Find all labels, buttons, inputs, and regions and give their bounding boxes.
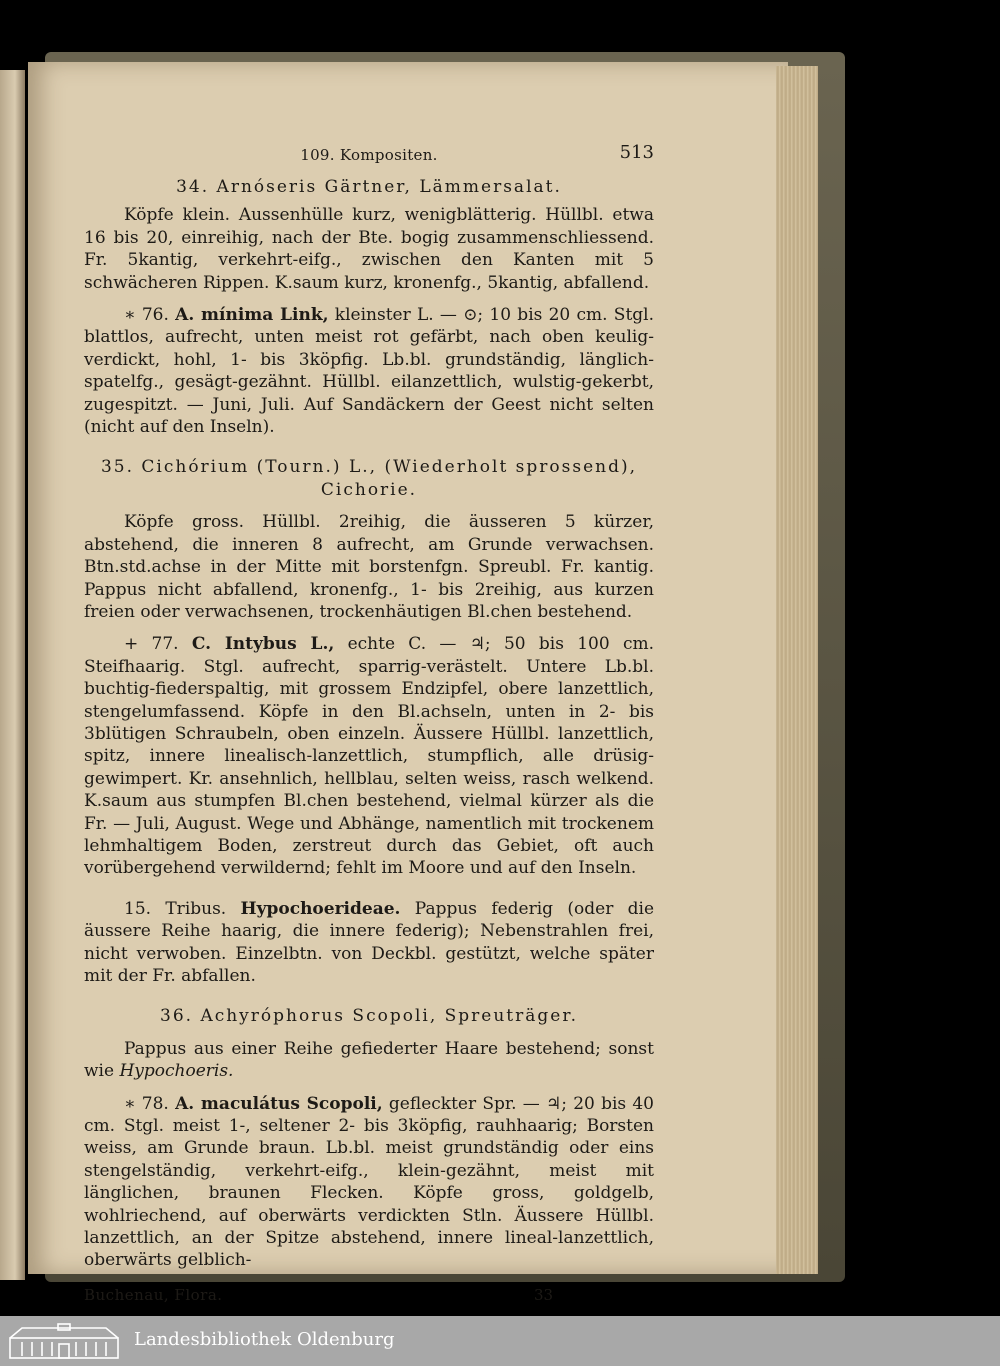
library-name: Landesbibliothek Oldenburg [134, 1329, 395, 1350]
left-page-edge [0, 70, 25, 1280]
species-78 [84, 1093, 654, 1272]
tribus-15-name: Hypochoerideae. [240, 898, 401, 919]
page-number: 513 [619, 142, 654, 163]
page-footer [84, 1280, 654, 1306]
signature-mark: 33 [534, 1285, 554, 1304]
species-76-name: A. mínima Link, [175, 305, 329, 326]
species-78-text: gefleckter Spr. — ♃; 20 bis 40 cm. Stgl. meist 1-, seltener 2- bis 3köpfig, rauhhaarig; Borsten weiss, am Grunde braun. Lb.bl. meist grundständig oder eins stengelständig, verkehrt-eifg., klein-gezähnt, meist mit länglichen, braunen Flecken. Köpfe gross, goldgelb, wohlriechend, auf oberwärts verdickten Stln. Äussere Hüllbl. lanzettlich, an der Spitze abstehend, innere lineal-lanzettlich, oberwärts gelblich- [84, 1093, 654, 1271]
page-text [84, 140, 654, 1306]
running-head-title: 109. Kompositen. [300, 146, 438, 164]
genus-description-36 [84, 1038, 654, 1083]
species-77-mark: + 77. [124, 634, 179, 655]
footer-author: Buchenau, Flora. [84, 1285, 223, 1304]
tribus-15-text: Pappus federig (oder die äussere Reihe haarig, die innere federig); Nebenstrahlen frei, nicht verwoben. Einzelbtn. von Deckbl. gestützt, welche später mit der Fr. abfallen. [84, 898, 655, 986]
tribus-15 [84, 898, 654, 988]
genus-description-36-text: Pappus aus einer Reihe gefiederter Haare bestehend; sonst wie [84, 1038, 654, 1082]
library-bar [0, 1316, 1000, 1366]
genus-heading-35: 35. Cichórium (Tourn.) L., (Wiederholt sprossend), Cichorie. [100, 457, 638, 500]
species-77-text: echte C. — ♃; 50 bis 100 cm. Steifhaarig. Stgl. aufrecht, sparrig-verästelt. Untere Lb.bl. buchtig-fiederspaltig, mit grossem Endzipfel, obere lanzettlich, stengelumfassend. Köpfe in den Bl.achseln, unten in 2- bis 3blütigen Schraubeln, oben einzeln. Äussere Hüllbl. lanzettlich, spitz, innere linealisch-lanzettlich, stumpflich, alle drüsig-gewimpert. Kr. ansehnlich, hellblau, selten weiss, rasch welkend. K.saum aus stumpfen Bl.chen bestehend, vielmal kürzer als die Fr. — Juli, August. Wege und Abhänge, namentlich mit trockenem lehmhaltigem Boden, zerstreut durch das Gebiet, oft auch vorübergehend verwildernd; fehlt im Moore und auf den Inseln. [84, 634, 655, 879]
species-76-text: kleinster L. — ⊙; 10 bis 20 cm. Stgl. blattlos, aufrecht, unten meist rot gefärbt, nach oben keulig-verdickt, hohl, 1- bis 3köpfig. Lb.bl. grundständig, länglich-spatelfg., gesägt-gezähnt. Hüllbl. eilanzettlich, wulstig-gekerbt, zugespitzt. — Juni, Juli. Auf Sandäckern der Geest nicht selten (nicht auf den Inseln). [84, 305, 655, 438]
genus-description-36-italic: Hypochoeris. [119, 1061, 234, 1082]
species-77-name: C. Intybus L., [191, 634, 335, 655]
library-building-logo-icon [8, 1322, 120, 1360]
genus-heading-34: 34. Arnóseris Gärtner, Lämmersalat. [176, 177, 562, 197]
species-77 [84, 633, 654, 879]
genus-description-35: Köpfe gross. Hüllbl. 2reihig, die äusseren 5 kürzer, abstehend, die inneren 8 aufrecht, am Grunde verwachsen. Btn.std.achse in der Mitte mit borstenfgn. Spreubl. Fr. kantig. Pappus nicht abfallend, kronenfg., 1- bis 2reihig, aus kurzen freien oder verwachsenen, trockenhäutigen Bl.chen bestehend. [84, 512, 654, 622]
genus-heading-36: 36. Achyróphorus Scopoli, Spreuträger. [160, 1006, 578, 1027]
genus-description-34: Köpfe klein. Aussenhülle kurz, wenigblätterig. Hüllbl. etwa 16 bis 20, einreihig, nach der Bte. bogig zusammenschliessend. Fr. 5kantig, verkehrt-eifg., zwischen den Kanten mit 5 schwächeren Rippen. K.saum kurz, kronenfg., 5kantig, abfallend. [84, 205, 654, 293]
species-76 [84, 304, 654, 438]
species-78-mark: ∗ 78. [124, 1093, 169, 1114]
species-78-name: A. maculátus Scopoli, [175, 1093, 383, 1114]
running-head [84, 140, 654, 166]
page-edges [776, 66, 818, 1274]
species-76-mark: ∗ 76. [124, 305, 169, 326]
tribus-15-mark: 15. Tribus. [124, 898, 227, 919]
